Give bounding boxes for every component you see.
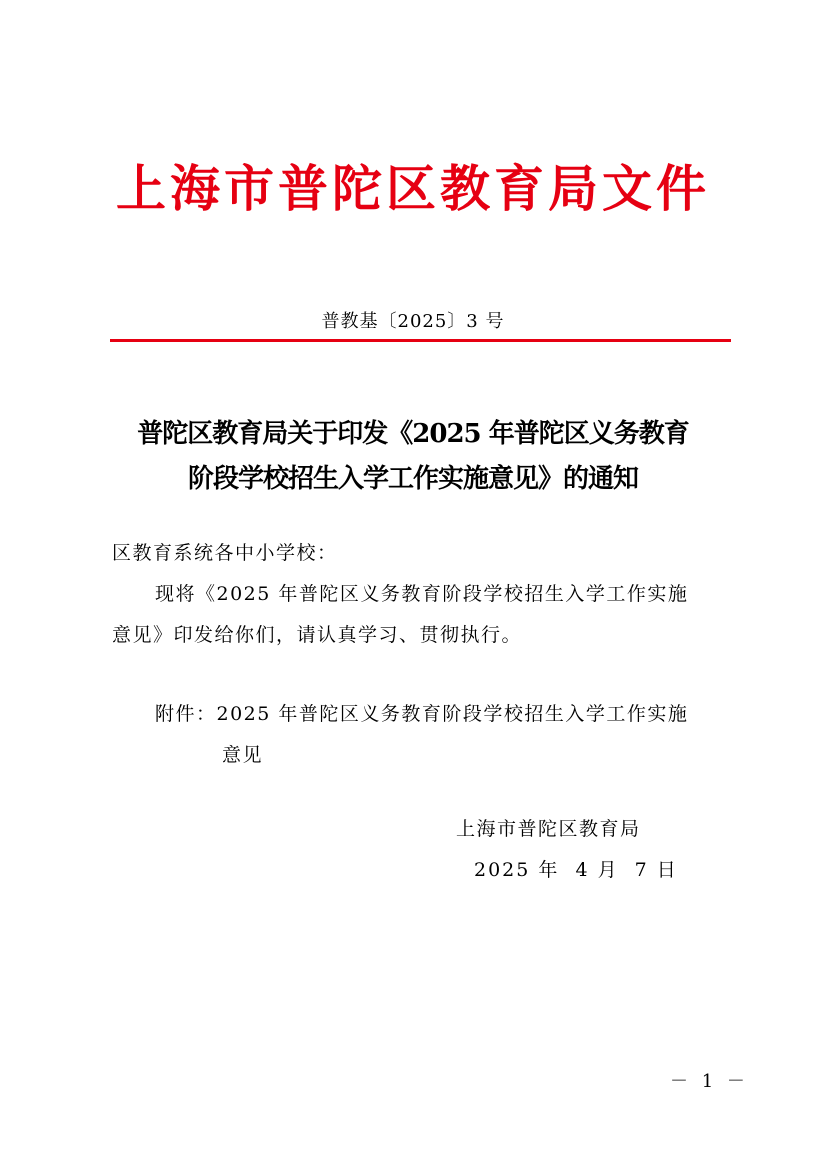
red-divider-line bbox=[110, 339, 731, 342]
attachment-line-2: 意见 bbox=[222, 744, 264, 766]
attachment-line-1: 附件：2025 年普陀区义务教育阶段学校招生入学工作实施 bbox=[155, 703, 689, 725]
page-number: － 1 － bbox=[670, 1071, 749, 1092]
notice-title-line-2: 阶段学校招生入学工作实施意见》的通知 bbox=[187, 464, 638, 494]
salutation: 区教育系统各中小学校： bbox=[112, 542, 338, 564]
signature-organization: 上海市普陀区教育局 bbox=[456, 818, 641, 840]
body-paragraph-line-2: 意见》印发给你们，请认真学习、贯彻执行。 bbox=[112, 624, 523, 646]
document-masthead: 上海市普陀区教育局文件 bbox=[116, 159, 710, 218]
notice-title bbox=[90, 412, 736, 502]
body-paragraph-line-1: 现将《2025 年普陀区义务教育阶段学校招生入学工作实施 bbox=[155, 583, 689, 605]
signature-date: 2025 年 4 月 7 日 bbox=[474, 859, 678, 881]
document-number: 普教基〔2025〕3 号 bbox=[321, 311, 505, 332]
notice-title-line-1: 普陀区教育局关于印发《2025 年普陀区义务教育 bbox=[137, 419, 689, 449]
